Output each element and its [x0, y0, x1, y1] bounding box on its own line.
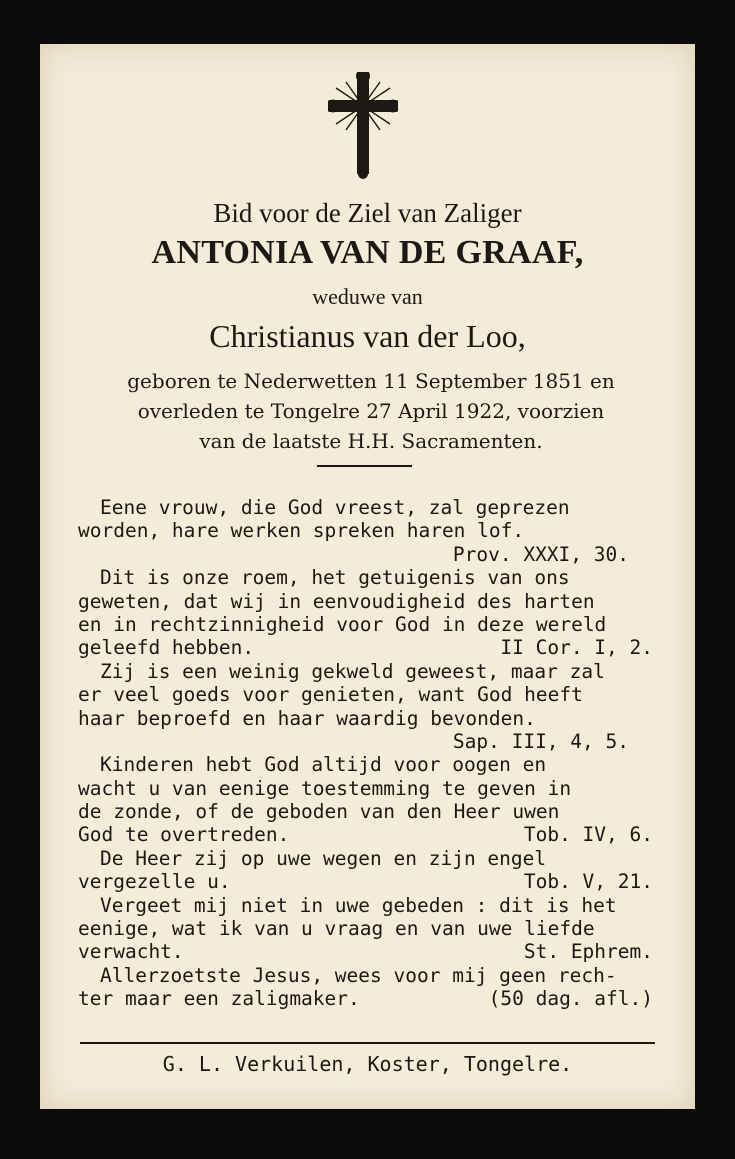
verse-text: er veel goeds voor genieten, want God heeft [78, 683, 583, 707]
deceased-name: ANTONIA VAN DE GRAAF, [151, 234, 584, 271]
verse-line [78, 870, 653, 893]
verse-text: geleefd hebben. [78, 636, 255, 660]
memorial-card [40, 44, 695, 1109]
verse-text: De Heer zij op uwe wegen en zijn engel [100, 846, 547, 870]
verse-text: en in rechtzinnigheid voor God in deze wereld [78, 612, 607, 636]
verse-line [78, 707, 653, 730]
verse-text: haar beproefd en haar waardig bevonden. [78, 706, 536, 730]
cross-icon [328, 72, 398, 180]
verse-text: ter maar een zaligmaker. [78, 987, 360, 1011]
verse-line [78, 636, 653, 659]
verse-reference: Prov. XXXI, 30. [452, 542, 629, 566]
bio-line: overleden te Tongelre 27 April 1922, voorzien [137, 399, 605, 423]
verse-text: Eene vrouw, die God vreest, zal geprezen [100, 496, 570, 519]
verse-line [78, 964, 653, 987]
divider [80, 1042, 655, 1044]
verse-text: wacht u van eenige toestemming te geven in [78, 776, 572, 800]
verse-text: God te overtreden. [78, 823, 290, 847]
verse-text: vergezelle u. [78, 870, 231, 894]
verse-text: de zonde, of de geboden van den Heer uwen [78, 800, 560, 824]
verse-line [78, 566, 653, 589]
biography [76, 366, 666, 456]
verse-line [78, 894, 653, 917]
verse-line [78, 660, 653, 683]
verse-line [78, 940, 653, 963]
bio-line: geboren te Nederwetten 11 September 1851 en [127, 369, 615, 393]
verse-line [78, 753, 653, 776]
verse-line [78, 543, 653, 566]
verse-line [78, 847, 653, 870]
verses [78, 496, 653, 1011]
verse-line [78, 823, 653, 846]
verse-text: eenige, wat ik van u vraag en van uwe liefde [78, 917, 595, 941]
verse-text: worden, hare werken spreken haren lof. [78, 519, 525, 543]
verse-reference: (50 dag. afl.) [488, 987, 653, 1011]
verse-line [78, 496, 653, 519]
verse-text: Vergeet mij niet in uwe gebeden : dit is het [100, 893, 617, 917]
verse-text: Dit is onze roem, het getuigenis van ons [100, 566, 570, 590]
verse-reference: II Cor. I, 2. [500, 636, 653, 660]
verse-reference: St. Ephrem. [523, 940, 653, 964]
verse-text: geweten, dat wij in eenvoudigheid des harten [78, 589, 595, 613]
verse-reference: Sap. III, 4, 5. [452, 729, 629, 753]
bio-line: van de laatste H.H. Sacramenten. [199, 429, 543, 453]
printer-credit: G. L. Verkuilen, Koster, Tongelre. [162, 1052, 573, 1076]
prayer-request: Bid voor de Ziel van Zaliger [213, 198, 522, 228]
verse-line [78, 590, 653, 613]
verse-line [78, 683, 653, 706]
verse-text: Allerzoetste Jesus, wees voor mij geen rech- [100, 963, 617, 987]
verse-line [78, 777, 653, 800]
verse-line [78, 613, 653, 636]
verse-reference: Tob. V, 21. [523, 870, 653, 894]
verse-line [78, 519, 653, 542]
widow-of-label: weduwe van [312, 284, 423, 309]
verse-text: verwacht. [78, 940, 184, 964]
husband-name: Christianus van der Loo, [209, 318, 526, 354]
verse-line [78, 800, 653, 823]
verse-text: Kinderen hebt God altijd voor oogen en [100, 753, 547, 777]
verse-line [78, 987, 653, 1010]
verse-line [78, 730, 653, 753]
divider [317, 465, 412, 467]
verse-line [78, 917, 653, 940]
verse-reference: Tob. IV, 6. [523, 823, 653, 847]
verse-text: Zij is een weinig gekweld geweest, maar zal [100, 659, 605, 683]
